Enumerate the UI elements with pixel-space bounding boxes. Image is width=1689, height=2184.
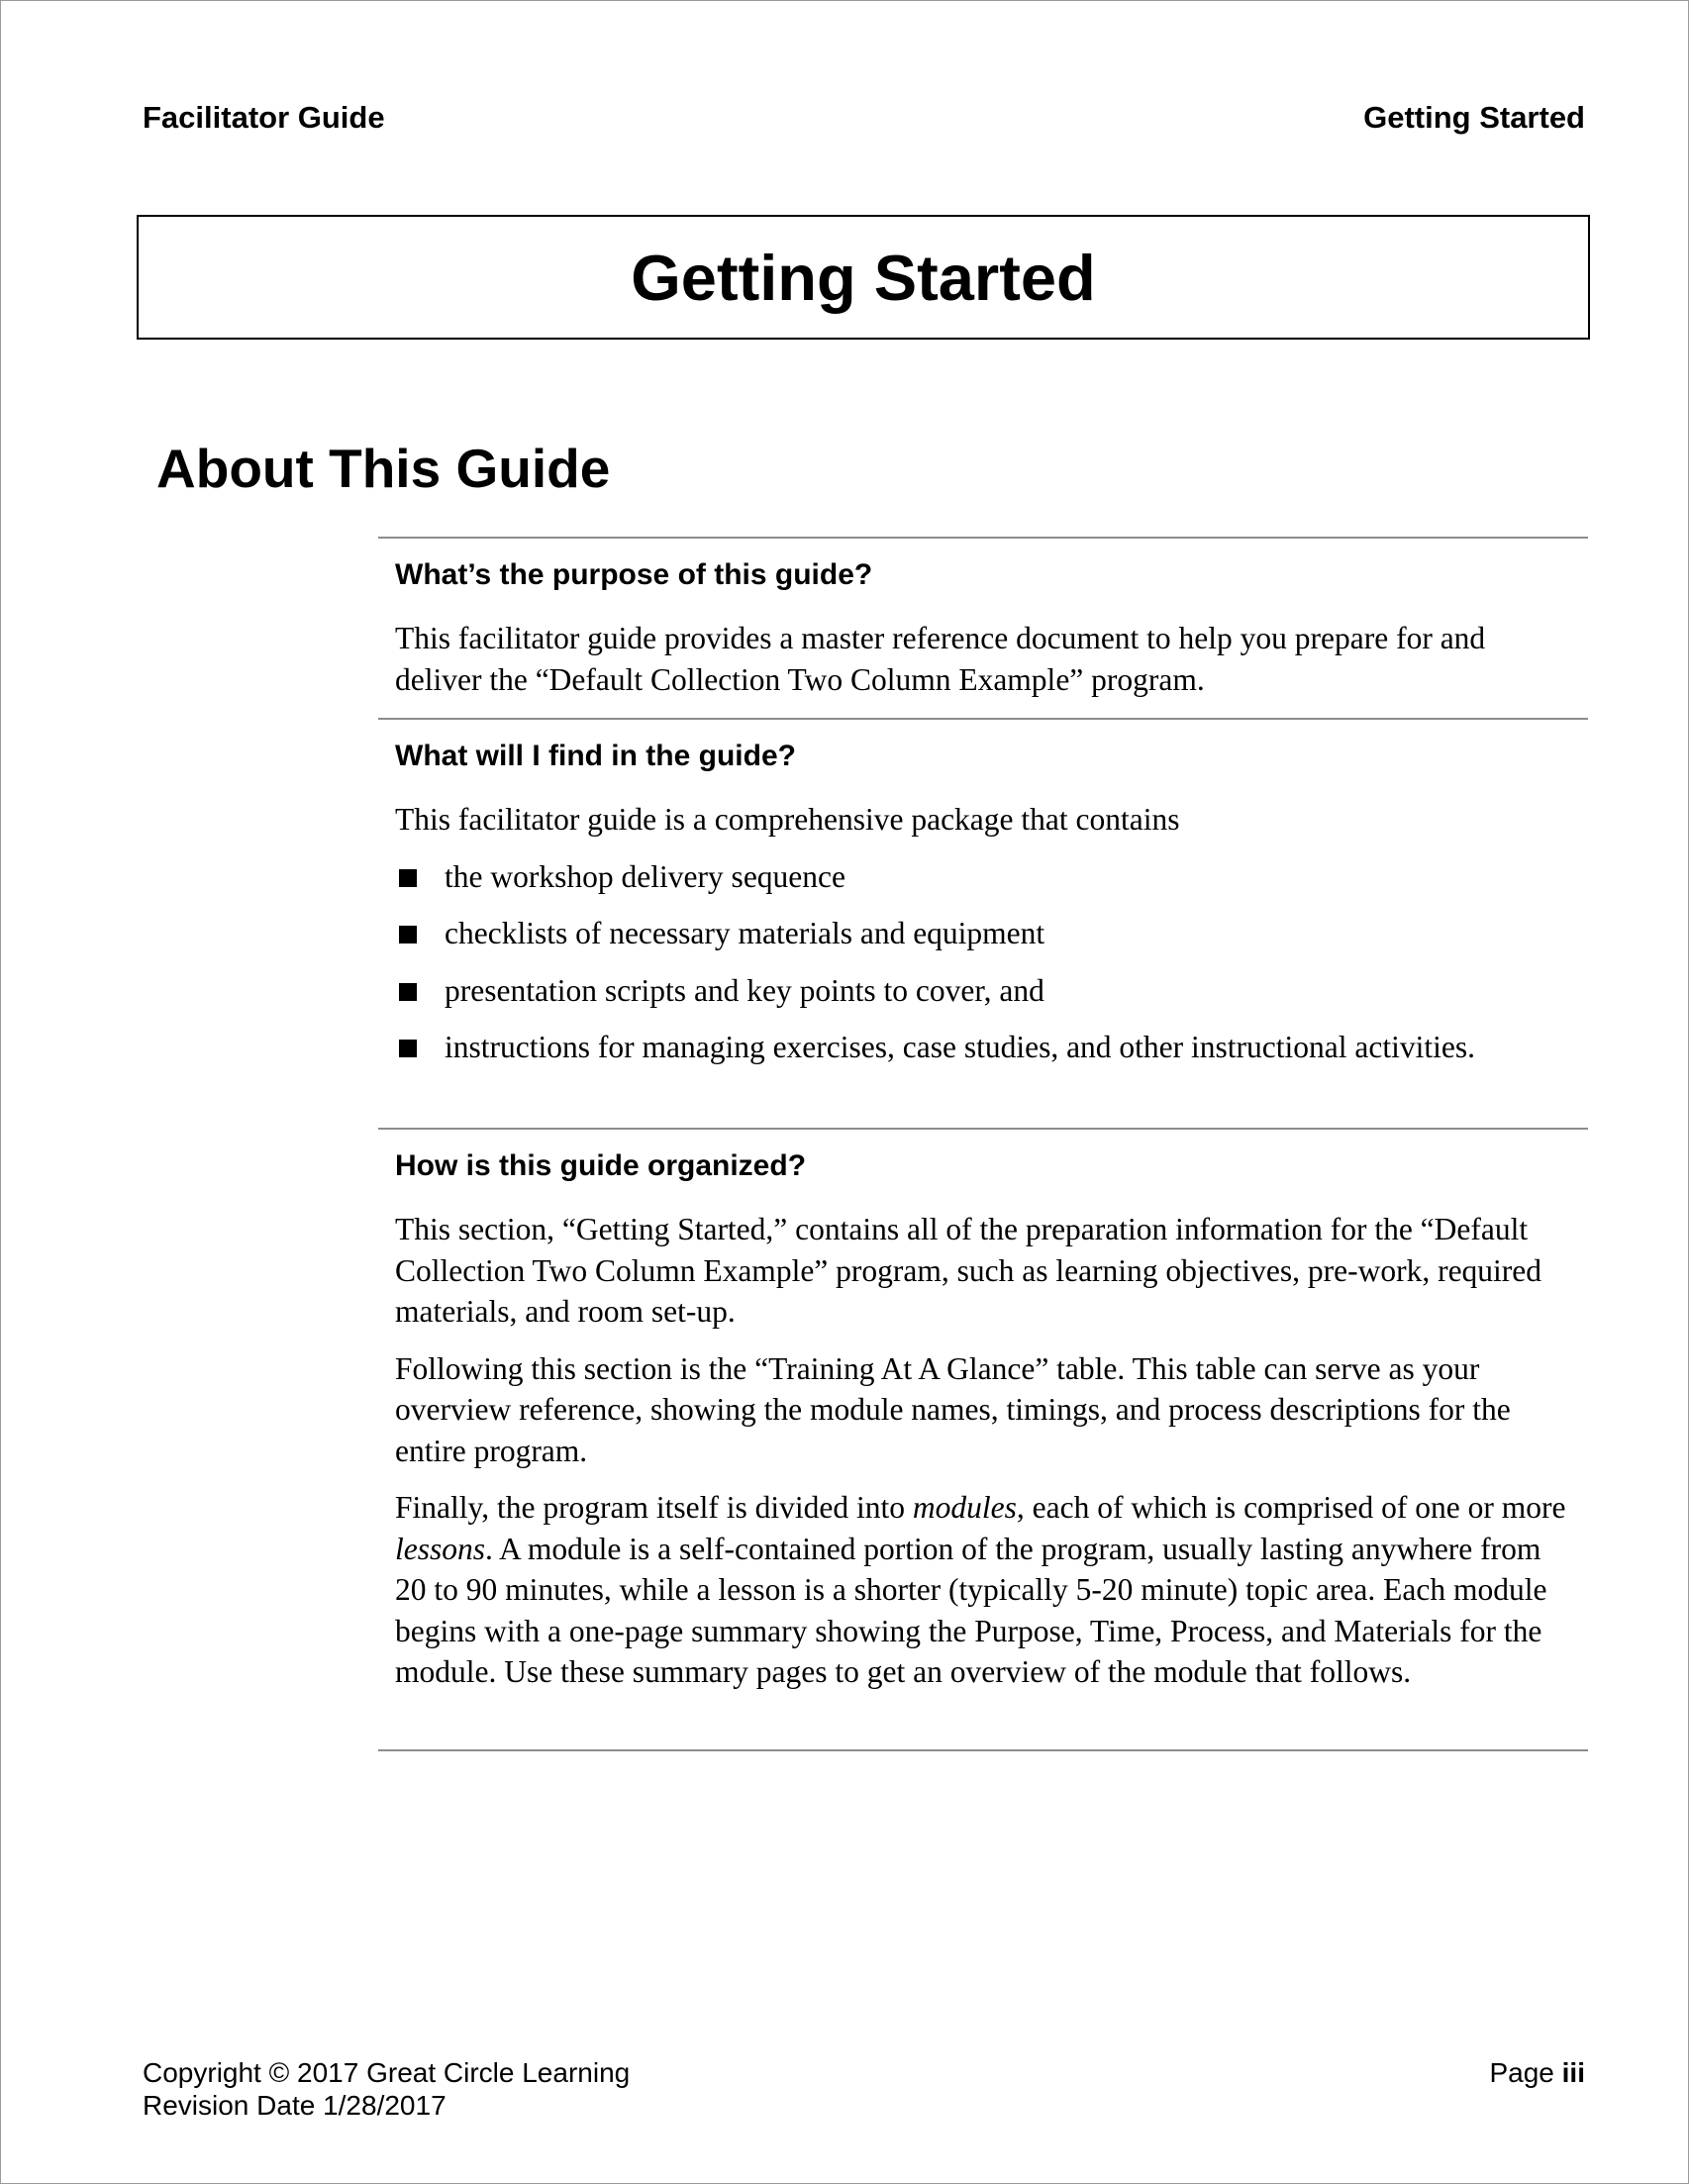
qa-end [378, 1749, 1588, 1751]
running-header-right: Getting Started [1363, 100, 1585, 135]
square-bullet-icon [399, 1040, 417, 1057]
section-heading: About This Guide [156, 438, 611, 499]
question-heading: What will I find in the guide? [395, 740, 796, 772]
list-item: the workshop delivery sequence [395, 856, 1572, 898]
running-header-left: Facilitator Guide [143, 100, 385, 135]
qa-organization [378, 1128, 1588, 1693]
footer-revision-date: Revision Date 1/28/2017 [143, 2090, 447, 2121]
list-item: checklists of necessary materials and equipment [395, 913, 1572, 954]
divider [378, 1749, 1588, 1751]
answer-paragraph: Finally, the program itself is divided into modules, each of which is comprised of one or more lessons. A module is a self-contained portion of the program, usually lasting anywhere from 20 to 90 minutes, while a lesson is a shorter (typically 5-20 minute) topic area. Each module begins with a one-page summary showing the Purpose, Time, Process, and Materials for the module. Use these summary pages to get an overview of the module that follows. [395, 1490, 1566, 1689]
divider [378, 718, 1588, 720]
footer-copyright: Copyright © 2017 Great Circle Learning [143, 2057, 631, 2088]
square-bullet-icon [399, 926, 417, 943]
answer-paragraph: Following this section is the “Training At A Glance” table. This table can serve as your overview reference, showing the module names, timings, and process descriptions for the entire program. [395, 1350, 1511, 1468]
square-bullet-icon [399, 869, 417, 887]
question-heading: How is this guide organized? [395, 1149, 807, 1182]
qa-contents [378, 718, 1588, 1068]
question-heading: What’s the purpose of this guide? [395, 558, 873, 591]
answer-paragraph: This facilitator guide provides a master reference document to help you prepare for and deliver the “Default Collection Two Column Example” program. [395, 621, 1486, 697]
page-title: Getting Started [631, 241, 1096, 314]
emphasis-term: lessons [395, 1531, 486, 1566]
divider [378, 537, 1588, 539]
page-title-box [137, 215, 1590, 340]
answer-intro: This facilitator guide is a comprehensive package that contains [395, 802, 1180, 837]
list-item: instructions for managing exercises, case studies, and other instructional activities. [395, 1027, 1572, 1068]
contents-list [395, 856, 1572, 1068]
emphasis-term: modules [912, 1490, 1017, 1525]
list-item: presentation scripts and key points to cover, and [395, 970, 1572, 1012]
page-number: Page iii [1489, 2057, 1585, 2088]
qa-purpose [378, 537, 1588, 700]
square-bullet-icon [399, 983, 417, 1001]
divider [378, 1128, 1588, 1130]
answer-paragraph: This section, “Getting Started,” contains all of the preparation information for the “Default Collection Two Column Example” program, such as learning objectives, pre-work, required materials, and room set-up. [395, 1212, 1542, 1329]
